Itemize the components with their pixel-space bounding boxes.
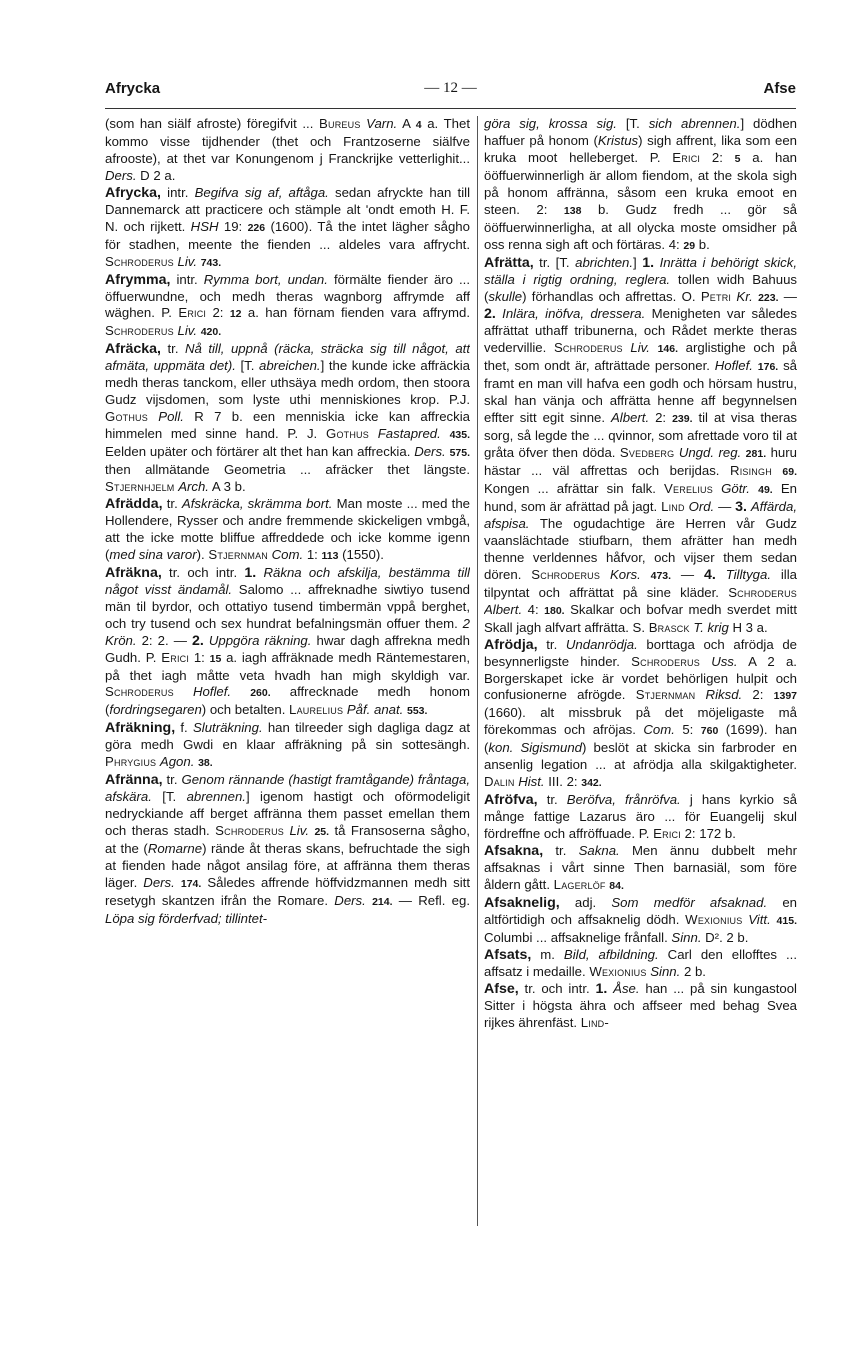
italic-text: Poll. xyxy=(158,409,184,425)
source-author: Phrygius xyxy=(105,754,157,770)
entry-text: Man moste ... med the Hollendere, Rysser och andre fremmende skickeligen vmbgå, att the icke motte bliffue affreddede och icke komme igenn ( xyxy=(105,495,470,562)
entry-text: D 2 a. xyxy=(136,167,176,183)
source-author: Gothus xyxy=(325,426,369,442)
page-reference: 38. xyxy=(198,757,213,770)
headword: 3. xyxy=(735,498,747,515)
italic-text: Åse. xyxy=(613,980,640,996)
page-reference: 743. xyxy=(200,256,222,269)
italic-text: skulle xyxy=(488,288,523,304)
headword: 1. xyxy=(595,980,608,997)
entry-text: (1600). Tå the intet lägher sågho för stadhen, meente the fienden ... aldeles vara affrycht. xyxy=(105,218,470,252)
entry-continuation xyxy=(105,116,470,185)
source-author: Petri xyxy=(700,288,732,304)
source-author: Schroderus xyxy=(553,340,623,356)
entry-text: han ... på sin kungastool Sitter i högsta ähra och affseer med behag Svea rijkes ährenfäst. xyxy=(484,980,797,1030)
page-reference: 25. xyxy=(314,826,330,839)
entry-text: A 2 a. Borgerskapet icke är vordet behörligen hulpit och confusionerne afrögde. xyxy=(484,653,797,703)
page-reference: 415. xyxy=(776,914,797,927)
entry-text: sedan afryckte han till Dannemarck att practicere och stämple alt ʹondt emoth H. F. N. och rijkett. xyxy=(105,184,470,234)
page-reference: 226 xyxy=(247,221,266,234)
page-reference: 760 xyxy=(700,725,719,738)
headword: 1. xyxy=(642,254,655,271)
entry-text: Carl den ellofftes ... affsatz i medaille. xyxy=(484,946,797,979)
entry-text: A 3 b. xyxy=(208,479,246,495)
entry-text: a. Thet kommo visse tijdhender (thet och Frantzoserne siälfve afrooste), at thet var Konungenom j Franckrijke vetterlighit... xyxy=(105,116,470,166)
italic-text: sich abrennen. xyxy=(648,116,741,131)
page-reference: 180. xyxy=(544,604,565,617)
entry-text: The ogudachtige äre Herren vår Gudz vaanslächtade stiufbarn, them afrätter han medh thenne verldennes håfvor, och vijser them sedan dören. xyxy=(484,515,797,582)
italic-text: T. krig xyxy=(693,619,729,635)
page-reference: 420. xyxy=(200,326,222,339)
page-reference: 138 xyxy=(563,204,582,217)
page-reference: 223. xyxy=(758,291,779,304)
headword: Afrädda, xyxy=(105,495,163,512)
entry-text: j hans kyrkio så månge fattige Lazarus äro ... för Euangelij skul fördreffne och affröffuade. P. xyxy=(484,792,797,842)
entry-text xyxy=(713,481,721,496)
headword: Afröfva, xyxy=(484,792,538,809)
italic-text: Ders. xyxy=(105,167,137,183)
entry-text: illa tilpyntat och affrättat på sine kläder. xyxy=(484,566,797,600)
source-author: Lind- xyxy=(580,1014,609,1030)
entry-text: til at visa theras sorg, så legde the ... qvinnor, som afrettade voro til at gråta öfver then döda. xyxy=(484,410,797,461)
page-reference: 435. xyxy=(449,429,470,442)
italic-text: Kors. xyxy=(609,566,641,582)
entry-text: tr. xyxy=(161,341,185,357)
entry-text: H 3 a. xyxy=(728,619,768,635)
column-divider xyxy=(477,116,478,1226)
source-author: Schroderus xyxy=(728,584,797,600)
entry-text: affrecknade medh honom ( xyxy=(105,684,470,718)
italic-text: kon. Sigismund xyxy=(488,740,583,756)
italic-text: Ungd. reg. xyxy=(678,445,742,461)
page-number: — 12 — xyxy=(424,80,477,96)
italic-text: Fastapred. xyxy=(377,426,441,442)
italic-text: Götr. xyxy=(721,481,750,497)
entry-text: tr. och intr. xyxy=(161,564,245,580)
dictionary-entry xyxy=(105,341,470,496)
page-reference: 15 xyxy=(209,652,222,665)
entry-text: 2: 172 b. xyxy=(680,826,736,842)
entry-text: ] dödhen haffuer på honom ( xyxy=(484,116,797,148)
italic-text: Afskräcka, skrämma bort. xyxy=(181,495,333,511)
source-author: Svedberg xyxy=(619,445,675,461)
header-rule xyxy=(105,108,796,109)
entry-text: ) och betalten. xyxy=(201,702,290,718)
italic-text: Riksd. xyxy=(705,687,743,703)
entry-text: — xyxy=(714,498,736,514)
entry-text: förmälte fiender äro ... öffuerwundne, och medh theras wagnborg affrymde aff wäghen. P. xyxy=(105,271,470,321)
entry-text: Menigheten var således affrättat uthaff tribunerna, och Rådet merkte theras vedervillie. xyxy=(484,306,797,356)
italic-text: Vitt. xyxy=(748,911,771,927)
headword: 4. xyxy=(703,566,716,583)
entry-text: tr. xyxy=(543,843,579,859)
italic-text: Affärda, afspisa. xyxy=(484,498,797,531)
italic-text: abrichten. xyxy=(575,254,634,270)
headword: Afsakna, xyxy=(484,843,544,860)
entry-text xyxy=(174,684,193,699)
italic-text: HSH xyxy=(190,218,219,234)
entry-text: Eelden upäter och förtärer alt thet han kan affreckia. xyxy=(105,444,415,460)
source-author: Wexionius xyxy=(685,911,743,927)
entry-text: (1660). alt missbruk på det möjeligaste må förekommas och afröjas. xyxy=(484,705,797,738)
entry-text: tr. xyxy=(537,636,566,652)
page-reference: 575. xyxy=(449,447,470,460)
source-author: Schroderus xyxy=(215,823,284,839)
entry-text: 2: 2. — xyxy=(136,632,192,648)
italic-text: Inrätta i behörigt skick, ställa i rigtig ordning, reglera. xyxy=(484,254,797,287)
source-author: Brasck xyxy=(648,619,690,635)
page-reference: 69. xyxy=(782,466,797,479)
italic-text: Beröfva, frånröfva. xyxy=(566,792,681,808)
entry-text: 19: xyxy=(218,218,248,234)
headword: Afrödja, xyxy=(484,636,538,653)
source-author: Stjernman xyxy=(635,687,696,703)
headword: Afse, xyxy=(484,980,519,997)
entry-text: ] xyxy=(633,254,643,270)
entry-text: 1: xyxy=(303,546,322,562)
italic-text: Liv. xyxy=(289,823,309,839)
page-reference: 260. xyxy=(250,687,271,700)
italic-text: Uss. xyxy=(711,653,738,669)
entry-text: en altförtidigh och affsaknelig dödh. xyxy=(484,894,797,927)
entry-text: — xyxy=(778,288,797,304)
entry-text: A xyxy=(397,116,416,131)
italic-text: 2 Krön. xyxy=(105,615,470,648)
page-reference: 214. xyxy=(372,895,393,908)
entry-text: tr. xyxy=(537,792,567,808)
italic-text: Löpa sig förderfvad; tillintet- xyxy=(105,910,267,926)
italic-text: Hoflef. xyxy=(192,684,232,700)
header-last-word: Afse xyxy=(763,80,796,97)
entry-text xyxy=(600,567,610,582)
entry-text xyxy=(441,426,450,441)
source-author: Gothus xyxy=(105,409,148,425)
headword: Afräkna, xyxy=(105,564,162,581)
entry-text xyxy=(369,426,378,441)
entry-text: ] the kunde icke affräckia medh theras tanckom, eller uthsäya medh ordom, then stoora Gudz vijsdomen, som lyste uthi menniskiones krop. P.J. xyxy=(105,358,470,408)
page-reference: 5 xyxy=(734,152,741,165)
header-first-word: Afrycka xyxy=(105,80,161,97)
page-reference: 553. xyxy=(406,705,428,718)
italic-text: Räkna och afskilja, bestämma till något visst ändamål. xyxy=(105,564,470,597)
source-author: Lagerlöf xyxy=(553,876,606,892)
page-reference: 473. xyxy=(650,569,672,582)
source-author: Bureus xyxy=(319,116,361,131)
entry-text xyxy=(650,340,658,355)
headword: Afrymma, xyxy=(105,271,171,288)
entry-text xyxy=(256,565,263,580)
entry-text: adj. xyxy=(559,894,612,910)
entry-text: tå Fransoserna sågho, at the ( xyxy=(105,823,470,857)
italic-text: Kristus xyxy=(597,132,639,148)
entry-text xyxy=(772,463,783,478)
source-author: Lind xyxy=(661,498,685,514)
dictionary-entry xyxy=(484,792,797,843)
entry-text: ] igenom hastigt och oförmodeligit nedryckiande aff berget affränna them passet emellan them och theras stadh. xyxy=(105,789,470,839)
entry-text: a. iagh affräknade medh Räntemestaren, på thet iagh måtte veta hvadh han migh skyldigh var. xyxy=(105,649,470,683)
source-author: Schroderus xyxy=(531,566,601,582)
headword: Afräkning, xyxy=(105,720,176,737)
headword: Afsats, xyxy=(484,946,532,963)
left-column xyxy=(105,116,470,928)
entry-text: b. Gudz fredh ... gör så ööffuerwinnerligha, at all olycka moste omsidher på oss renna sigh aft och förtäras. 4: xyxy=(484,201,797,252)
page-reference: 342. xyxy=(581,777,602,790)
page-reference: 239. xyxy=(672,413,693,426)
entry-text: Salomo ... affreknadhe siwtiyo tusend män til byrdor, och ottatiyo tusend timbermän vppå berghet, och try tusend och sex hundrat befalningsmän offuer them. xyxy=(105,581,470,631)
source-author: Schroderus xyxy=(105,253,174,269)
entry-text: En hund, som är afrättad på jagt. xyxy=(484,481,797,514)
entry-text xyxy=(695,687,705,702)
entry-text: R 7 b. een menniskia icke kan affreckia himmelen med sinne hand. P. J. xyxy=(105,409,470,442)
entry-text: (1699). han ( xyxy=(484,722,797,756)
page-reference: 12 xyxy=(229,308,242,321)
italic-text: Varn. xyxy=(366,116,398,131)
italic-text: Arch. xyxy=(178,479,209,495)
italic-text: Sluträkning. xyxy=(192,720,263,736)
entry-text: arglistighe och på thet, som ondt är, afträttade personer. xyxy=(484,340,797,374)
entry-text: 2: xyxy=(742,687,774,703)
dictionary-entry xyxy=(105,720,470,772)
entry-text: intr. xyxy=(170,271,204,287)
italic-text: Sinn. xyxy=(650,963,681,979)
entry-text xyxy=(700,654,711,669)
entry-text: så framt en man vill hafva een godh och hörsam hustru, skal han vänja och affrätta henne aff begynnelsen effter sitt egit sinne. xyxy=(484,358,797,426)
page-reference: 281. xyxy=(745,448,767,461)
italic-text: Ders. xyxy=(414,444,446,460)
italic-text: abrennen. xyxy=(186,789,246,805)
dictionary-entry xyxy=(484,895,797,947)
italic-text: abreichen. xyxy=(259,358,321,374)
entry-text: ) rände åt theras skans, befruchtade the sigh at fienden hade något ansilag före, at affränna them theras läger. xyxy=(105,841,470,890)
entry-text: 4: xyxy=(522,601,545,617)
page-reference: 174. xyxy=(180,877,202,890)
headword: 1. xyxy=(244,564,257,581)
entry-text: [T. xyxy=(235,358,260,374)
entry-text: huru hästar ... väl affrettas och berijdas. xyxy=(484,445,797,479)
italic-text: Ders. xyxy=(334,892,366,908)
italic-text: Liv. xyxy=(177,323,198,339)
running-header xyxy=(105,80,796,104)
italic-text: Kr. xyxy=(736,288,753,304)
source-author: Erici xyxy=(672,149,701,165)
italic-text: Hoflef. xyxy=(714,358,753,374)
source-author: Laurelius xyxy=(289,702,344,718)
dictionary-entry xyxy=(484,947,797,981)
dictionary-entry xyxy=(105,496,470,565)
entry-text: tr. och intr. xyxy=(518,980,596,996)
dictionary-entry xyxy=(484,637,797,793)
entry-text: III. 2: xyxy=(544,774,582,790)
page-reference: 113 xyxy=(321,549,339,562)
entry-text: then allmätande Geometria ... afräcker thet längste. xyxy=(105,462,470,478)
italic-text: Com. xyxy=(271,546,304,562)
entry-text: tollen widh Bahuus ( xyxy=(484,271,797,304)
italic-text: Liv. xyxy=(177,253,198,269)
source-author: Risingh xyxy=(729,463,772,479)
source-author: Schroderus xyxy=(631,653,700,669)
italic-text: Com. xyxy=(643,722,675,738)
entry-text: a. han ööffuerwinnerligh är allom fiendom, at the skola sigh på honom affränna, såsom een kruka emoot en steen. 2: xyxy=(484,149,797,217)
italic-text: Undanrödja. xyxy=(565,636,638,652)
entry-text: Columbi ... affsaknelige frånfall. xyxy=(484,929,672,945)
italic-text: fordringsegaren xyxy=(109,702,202,718)
page-reference: 49. xyxy=(758,484,773,497)
source-author: Stjernman xyxy=(208,546,268,562)
dictionary-entry xyxy=(484,981,797,1032)
italic-text: Inlära, inöfva, dressera. xyxy=(502,306,646,322)
italic-text: Albert. xyxy=(611,410,650,426)
entry-text: ) förhandlas och affrettas. O. xyxy=(522,288,701,304)
headword: Afsaknelig, xyxy=(484,894,560,911)
headword: Afrycka, xyxy=(105,184,161,201)
italic-text: Agon. xyxy=(159,754,195,770)
italic-text: med sina varor xyxy=(109,546,197,562)
italic-text: Som medför afsaknad. xyxy=(611,894,768,910)
italic-text: Tilltyga. xyxy=(725,566,772,582)
italic-text: Bild, afbildning. xyxy=(563,946,659,962)
dictionary-entry xyxy=(105,272,470,342)
source-author: Erici xyxy=(653,826,681,842)
dictionary-entry xyxy=(484,255,797,637)
italic-text: Sakna. xyxy=(578,843,620,859)
entry-text: 2: xyxy=(700,149,735,165)
italic-text: Nå till, uppnå (räcka, sträcka sig till något, att afmäta, uppmäta det). xyxy=(105,341,470,374)
source-author: Stjernhjelm xyxy=(105,479,175,495)
source-author: Verelius xyxy=(664,481,713,497)
italic-text: Hist. xyxy=(518,774,545,790)
entry-text: — Refl. eg. xyxy=(392,892,470,908)
italic-text: Påf. anat. xyxy=(346,702,404,718)
dictionary-entry xyxy=(105,565,470,721)
entry-text: intr. xyxy=(161,184,195,200)
entry-text: 1: xyxy=(189,649,210,665)
entry-text: han tilreeder sigh dagliga dagz at göra medh Gwdi en klaar affräkning på sin sottesängh. xyxy=(105,720,470,753)
source-author: Erici xyxy=(161,649,190,665)
entry-continuation xyxy=(484,116,797,255)
entry-text: b. xyxy=(695,236,710,252)
entry-text: ) beslöt at skicka sin farbroder en ansenlig legation ... at afrödja alla skilgaktigheter. xyxy=(484,740,797,773)
headword: Afrätta, xyxy=(484,254,534,271)
italic-text: Genom rännande (hastigt framtågande) fråntaga, afskära. xyxy=(105,772,470,805)
italic-text: Ord. xyxy=(688,498,715,514)
entry-text: [T. xyxy=(616,116,649,131)
entry-text: tr. [T. xyxy=(533,254,576,270)
headword: Afränna, xyxy=(105,772,163,789)
entry-text: borttaga och afrödja de besynnerligste hinder. xyxy=(484,636,797,669)
source-author: Schroderus xyxy=(105,684,174,700)
entry-text: Kongen ... afrättar sin falk. xyxy=(484,481,665,497)
dictionary-entry xyxy=(484,843,797,895)
entry-text: Således affrende höffvidzmannen medh sitt resetygh skantzen ifrån the Romare. xyxy=(105,874,470,908)
headword: Afräcka, xyxy=(105,341,161,358)
page-reference: 4 xyxy=(415,119,422,131)
entry-text: hwar dagh affrekna medh Gudh. P. xyxy=(105,632,470,665)
entry-text: f. xyxy=(175,720,193,736)
entry-text: [T. xyxy=(151,789,187,805)
entry-text: ) sigh affrent, lika som een kruka moot helleberget. P. xyxy=(484,132,797,165)
italic-text: Rymma bort, undan. xyxy=(203,271,328,287)
entry-text: 5: xyxy=(674,722,701,738)
italic-text: Romarne xyxy=(147,841,203,857)
page-reference: 146. xyxy=(657,343,679,356)
page-reference: 29 xyxy=(683,239,696,252)
source-author: Dalin xyxy=(484,774,515,790)
entry-text xyxy=(231,684,250,699)
headword: 2. xyxy=(484,306,496,323)
italic-text: Sinn. xyxy=(671,929,702,945)
entry-text: Men ännu dubbelt mehr affsaknas i vårt sinne Then barnasiäl, som före åldern gått. xyxy=(484,843,797,892)
italic-text: göra sig, krossa sig. xyxy=(484,116,617,131)
entry-text: tr. xyxy=(162,495,182,511)
source-author: Erici xyxy=(178,305,207,321)
italic-text: Albert. xyxy=(484,601,523,617)
source-author: Schroderus xyxy=(105,323,174,339)
dictionary-entry xyxy=(105,185,470,272)
entry-text: — xyxy=(671,566,704,582)
entry-text: tr. xyxy=(162,772,182,788)
entry-text xyxy=(716,567,726,582)
entry-text: Skalkar och bofvar medh sverdet mitt Skall jagh alfvart affrätta. S. xyxy=(484,601,797,635)
page-reference: 84. xyxy=(609,879,624,892)
entry-text: 2: xyxy=(649,410,673,426)
source-author: Wexionius xyxy=(589,963,647,979)
entry-text xyxy=(750,481,758,496)
entry-text: (som han siälf afroste) föregifvit ... xyxy=(105,116,320,131)
entry-text xyxy=(148,409,158,424)
entry-text xyxy=(641,567,651,582)
dictionary-entry xyxy=(105,772,470,928)
headword: 2. xyxy=(191,632,204,649)
right-column xyxy=(484,116,797,1032)
italic-text: Liv. xyxy=(630,340,650,356)
italic-text: Ders. xyxy=(143,874,175,890)
page-reference: 1397 xyxy=(773,690,797,703)
italic-text: Begifva sig af, aftåga. xyxy=(194,184,329,200)
entry-text: 2: xyxy=(206,305,230,321)
entry-text: a. han förnam fienden vara affrymd. xyxy=(241,305,470,321)
italic-text: Uppgöra räkning. xyxy=(208,632,312,648)
entry-text: ). xyxy=(196,546,209,562)
entry-text: D². 2 b. xyxy=(701,929,749,945)
entry-text: 2 b. xyxy=(680,963,706,979)
page-reference: 176. xyxy=(757,361,779,374)
entry-text: (1550). xyxy=(338,546,384,562)
entry-text: m. xyxy=(531,946,564,962)
